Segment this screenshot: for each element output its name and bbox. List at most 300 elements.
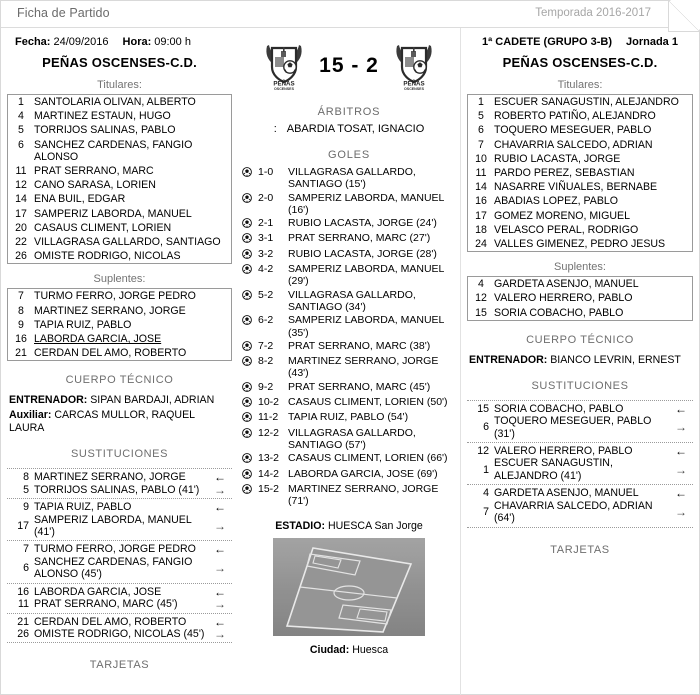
table-row[interactable] — [468, 223, 693, 237]
arrow-in-icon: ← — [675, 486, 687, 501]
soccer-ball-icon — [242, 428, 252, 438]
table-row[interactable] — [468, 109, 693, 123]
player-name: MARTINEZ SERRANO, JORGE — [34, 304, 186, 317]
soccer-ball-icon — [242, 382, 252, 392]
substitution-pair — [467, 485, 693, 527]
away-subs-label: Suplentes: — [554, 261, 606, 274]
player-number: 17 — [15, 207, 27, 220]
player-name: VALLES GIMENEZ, PEDRO JESUS — [494, 238, 666, 251]
goal-running-score: 1-0 — [258, 166, 274, 178]
score-display: 15 - 2 — [319, 54, 379, 77]
goal-scorer: TAPIA RUIZ, PABLO (54') — [288, 411, 409, 424]
home-staff-list — [7, 394, 232, 435]
player-name: TURMO FERRO, JORGE PEDRO — [34, 543, 196, 556]
page-title: Ficha de Partido — [17, 6, 110, 20]
table-row[interactable] — [8, 235, 232, 249]
player-name: ROBERTO PATIÑO, ALEJANDRO — [494, 110, 656, 123]
player-number: 1 — [18, 96, 24, 108]
goal-running-score: 12-2 — [258, 426, 280, 439]
staff-role: ENTRENADOR: — [469, 353, 548, 366]
staff-name: SIPAN BARDAJI, ADRIAN — [87, 394, 215, 407]
home-staff-heading: CUERPO TÉCNICO — [65, 374, 174, 387]
soccer-ball-icon — [242, 233, 252, 243]
goal-scorer: SAMPERIZ LABORDA, MANUEL (16') — [288, 191, 444, 216]
player-number: 22 — [15, 236, 27, 249]
goal-row[interactable] — [242, 468, 456, 482]
away-substitutions-heading: SUSTITUCIONES — [531, 379, 629, 392]
away-subs-body — [468, 277, 693, 321]
goal-running-score: 3-2 — [258, 247, 274, 260]
goal-row[interactable] — [242, 166, 456, 191]
fecha-label: Fecha: — [15, 36, 51, 48]
soccer-ball-icon — [242, 315, 252, 325]
sheet-body — [1, 28, 699, 695]
player-number: 12 — [15, 179, 27, 192]
staff-row — [9, 394, 230, 407]
soccer-ball-icon — [242, 396, 258, 410]
soccer-ball-icon — [242, 192, 258, 206]
player-number: 20 — [15, 221, 27, 234]
referee-separator: : — [273, 123, 277, 135]
goal-row[interactable] — [242, 396, 456, 410]
soccer-ball-icon — [242, 289, 258, 303]
goal-running-score: 7-2 — [258, 339, 274, 352]
goal-running-score: 10-2 — [258, 396, 280, 409]
arrow-in-icon: ← — [214, 500, 226, 515]
substitution-pair — [7, 468, 232, 499]
soccer-ball-icon — [242, 412, 252, 422]
player-name: TORRIJOS SALINAS, PABLO — [34, 124, 176, 137]
player-number: 11 — [15, 165, 27, 178]
goal-scorer: SAMPERIZ LABORDA, MANUEL (35') — [288, 314, 444, 339]
player-number: 7 — [483, 505, 489, 518]
goal-row[interactable] — [242, 192, 456, 217]
away-starters-label: Titulares: — [557, 79, 603, 91]
player-number: 11 — [475, 167, 487, 180]
table-row[interactable] — [468, 138, 693, 152]
player-name: MARTINEZ SERRANO, JORGE — [34, 471, 186, 484]
arrow-out-icon: → — [214, 482, 226, 497]
player-name: VELASCO PERAL, RODRIGO — [494, 223, 639, 236]
player-name: SANTOLARIA OLIVAN, ALBERTO — [34, 96, 196, 108]
goal-scorer: LABORDA GARCIA, JOSE (69') — [288, 467, 438, 480]
table-row[interactable] — [8, 289, 232, 304]
player-number: 4 — [478, 278, 484, 291]
substitution-pair — [467, 400, 693, 443]
player-name: SAMPERIZ LABORDA, MANUEL — [34, 207, 192, 220]
table-row[interactable] — [8, 332, 232, 346]
soccer-ball-icon — [242, 397, 252, 407]
player-name: PRAT SERRANO, MARC — [34, 165, 154, 178]
player-number: 17 — [475, 209, 487, 222]
player-name: PARDO PEREZ, SEBASTIAN — [494, 167, 635, 180]
soccer-ball-icon — [242, 314, 258, 328]
svg-text:OSCENSES: OSCENSES — [404, 87, 424, 91]
player-name: TOQUERO MESEGUER, PABLO (31') — [494, 415, 652, 440]
away-starters-body — [468, 95, 693, 252]
player-number: 14 — [475, 181, 487, 194]
soccer-ball-icon — [242, 411, 258, 425]
player-number: 10 — [475, 152, 487, 165]
substitution-pair — [7, 499, 232, 541]
player-number: 1 — [478, 96, 484, 108]
table-row[interactable] — [468, 95, 693, 110]
player-name: ESCUER SANAGUSTIN, ALEJANDRO — [494, 96, 679, 108]
table-row[interactable] — [8, 207, 232, 221]
substitution-pair — [467, 443, 693, 485]
player-name: SAMPERIZ LABORDA, MANUEL (41') — [34, 513, 192, 539]
player-name: CERDAN DEL AMO, ROBERTO — [34, 615, 187, 628]
player-number: 15 — [475, 306, 487, 319]
table-row[interactable] — [8, 164, 232, 178]
player-number: 14 — [15, 193, 27, 206]
arrow-out-icon: → — [214, 597, 226, 612]
substitution-out-row[interactable] — [7, 556, 232, 581]
table-row[interactable] — [8, 192, 232, 206]
home-team-name: PEÑAS OSCENSES-C.D. — [42, 55, 197, 70]
goal-running-score: 5-2 — [258, 288, 274, 301]
goal-running-score: 14-2 — [258, 467, 280, 480]
player-name: TORRIJOS SALINAS, PABLO (41') — [34, 483, 200, 496]
goal-row[interactable] — [242, 232, 456, 246]
player-name: CANO SARASA, LORIEN — [34, 179, 156, 192]
substitution-pair — [7, 614, 232, 644]
player-name: SANCHEZ CARDENAS, FANGIO ALONSO — [34, 138, 193, 163]
table-row[interactable] — [8, 318, 232, 332]
football-pitch-photo — [273, 538, 425, 636]
soccer-ball-icon — [242, 218, 252, 228]
home-cards-heading: TARJETAS — [89, 659, 150, 672]
goal-row[interactable] — [242, 217, 456, 231]
substitution-in-row[interactable] — [7, 471, 232, 483]
soccer-ball-icon — [242, 381, 258, 395]
goal-row[interactable] — [242, 452, 456, 466]
arrow-in-icon: ← — [675, 444, 687, 459]
goals-heading: GOLES — [328, 149, 370, 161]
player-number: 5 — [18, 124, 24, 137]
player-name: NASARRE VIÑUALES, BERNABE — [494, 181, 658, 194]
goal-running-score: 2-1 — [258, 217, 274, 230]
scoreboard — [242, 40, 456, 92]
player-name: LABORDA GARCIA, JOSE — [34, 585, 162, 598]
goal-row[interactable] — [242, 263, 456, 288]
soccer-ball-icon — [242, 355, 258, 369]
staff-name: BIANCO LEVRIN, ERNEST — [547, 353, 681, 366]
player-name: GOMEZ MORENO, MIGUEL — [494, 209, 630, 222]
goal-row[interactable] — [242, 314, 456, 339]
table-row[interactable] — [468, 152, 693, 166]
stadium-row — [242, 520, 456, 532]
arrow-out-icon: → — [214, 518, 226, 533]
arrow-in-icon: ← — [214, 614, 226, 629]
goal-scorer: VILLAGRASA GALLARDO, SANTIAGO (15') — [288, 166, 416, 191]
player-name: GARDETA ASENJO, MANUEL — [494, 487, 639, 500]
player-number: 8 — [23, 471, 29, 484]
arrow-out-icon: → — [675, 462, 687, 477]
soccer-ball-icon — [242, 232, 258, 246]
arrow-out-icon: → — [675, 420, 687, 435]
referees-heading: ÁRBITROS — [317, 106, 381, 118]
player-number: 9 — [23, 501, 29, 514]
substitution-in-row[interactable] — [467, 487, 693, 499]
home-starters-body — [8, 95, 232, 264]
table-row[interactable] — [468, 209, 693, 223]
season-label: Temporada 2016-2017 — [535, 7, 651, 19]
goal-scorer: VILLAGRASA GALLARDO, SANTIAGO (34') — [288, 288, 416, 313]
player-name: ENA BUIL, EDGAR — [34, 193, 126, 206]
table-row[interactable] — [468, 291, 693, 305]
player-number: 16 — [475, 195, 487, 208]
table-row[interactable] — [8, 95, 232, 110]
staff-row — [9, 409, 230, 435]
player-name: TAPIA RUIZ, PABLO — [34, 501, 132, 514]
player-number: 7 — [23, 543, 29, 556]
pitch-photo-wrap — [242, 538, 456, 636]
player-number: 7 — [18, 290, 24, 303]
player-number: 6 — [18, 138, 24, 151]
player-name: SORIA COBACHO, PABLO — [494, 306, 624, 319]
player-number: 18 — [475, 223, 487, 236]
player-number: 26 — [17, 627, 29, 640]
goal-row[interactable] — [242, 483, 456, 508]
player-name: CERDAN DEL AMO, ROBERTO — [34, 347, 187, 360]
substitution-out-row[interactable] — [7, 484, 232, 496]
goal-row[interactable] — [242, 340, 456, 354]
goal-scorer: CASAUS CLIMENT, LORIEN (66') — [288, 452, 448, 465]
svg-text:PEÑAS: PEÑAS — [403, 80, 425, 88]
goal-scorer: RUBIO LACASTA, JORGE (24') — [288, 217, 437, 230]
player-name: CASAUS CLIMENT, LORIEN — [34, 221, 172, 234]
match-datetime — [15, 36, 232, 48]
goal-scorer: VILLAGRASA GALLARDO, SANTIAGO (57') — [288, 426, 416, 451]
player-number: 24 — [475, 238, 487, 251]
hora-value: 09:00 h — [154, 36, 191, 48]
away-staff-heading: CUERPO TÉCNICO — [526, 333, 634, 346]
competition-group: 1ª CADETE (GRUPO 3-B) — [482, 36, 612, 48]
goal-scorer: RUBIO LACASTA, JORGE (28') — [288, 247, 437, 260]
player-name: ABADIAS LOPEZ, PABLO — [494, 195, 619, 208]
table-row[interactable] — [8, 304, 232, 318]
player-number: 21 — [17, 615, 29, 628]
player-name: PRAT SERRANO, MARC (45') — [34, 598, 178, 611]
player-number: 6 — [478, 124, 484, 137]
soccer-ball-icon — [242, 264, 252, 274]
substitution-out-row[interactable] — [467, 415, 693, 440]
soccer-ball-icon — [242, 166, 258, 180]
player-number: 8 — [18, 304, 24, 317]
goal-running-score: 15-2 — [258, 482, 280, 495]
svg-text:OSCENSES: OSCENSES — [274, 87, 294, 91]
player-name: OMISTE RODRIGO, NICOLAS — [34, 250, 181, 263]
hora-label: Hora: — [122, 36, 152, 48]
table-row[interactable] — [8, 178, 232, 192]
goal-row[interactable] — [242, 381, 456, 395]
player-number: 17 — [17, 519, 29, 532]
player-name: RUBIO LACASTA, JORGE — [494, 152, 621, 165]
soccer-ball-icon — [242, 341, 252, 351]
city-name: Huesca — [352, 644, 389, 657]
goal-running-score: 3-1 — [258, 232, 274, 245]
goal-running-score: 9-2 — [258, 380, 274, 393]
player-number: 7 — [478, 138, 484, 151]
home-starters-table — [7, 94, 232, 264]
substitution-out-row[interactable] — [7, 598, 232, 610]
home-starters-label: Titulares: — [97, 79, 142, 91]
svg-text:PEÑAS: PEÑAS — [273, 80, 295, 88]
soccer-ball-icon — [242, 468, 258, 482]
player-name: CHAVARRIA SALCEDO, ADRIAN — [494, 138, 653, 151]
referee-row — [242, 123, 456, 135]
table-row[interactable] — [468, 237, 693, 252]
soccer-ball-icon — [242, 469, 252, 479]
table-row[interactable] — [468, 166, 693, 180]
goal-running-score: 2-0 — [258, 191, 274, 204]
staff-role: ENTRENADOR: — [9, 394, 88, 407]
table-row[interactable] — [468, 123, 693, 137]
player-number: 4 — [483, 487, 489, 500]
stadium-label: ESTADIO: — [275, 520, 326, 533]
home-crest-icon — [261, 40, 307, 92]
center-column — [238, 28, 460, 695]
goal-row[interactable] — [242, 411, 456, 425]
home-substitutions-list — [7, 468, 232, 643]
city-row — [242, 644, 456, 656]
table-row[interactable] — [8, 249, 232, 264]
goal-row[interactable] — [242, 289, 456, 314]
table-row[interactable] — [468, 180, 693, 194]
goal-scorer: CASAUS CLIMENT, LORIEN (50') — [288, 396, 448, 409]
player-number: 16 — [15, 333, 27, 346]
player-name: TURMO FERRO, JORGE PEDRO — [34, 290, 196, 303]
home-subs-label: Suplentes: — [93, 273, 146, 286]
player-number: 5 — [23, 483, 29, 496]
arrow-out-icon: → — [675, 504, 687, 519]
staff-role: Auxiliar: — [9, 409, 52, 422]
competition-info — [467, 36, 693, 48]
goal-scorer: PRAT SERRANO, MARC (27') — [288, 232, 431, 245]
table-row[interactable] — [468, 194, 693, 208]
soccer-ball-icon — [242, 248, 258, 262]
player-number: 15 — [477, 402, 489, 415]
arrow-out-icon: → — [214, 626, 226, 641]
arrow-in-icon: ← — [214, 584, 226, 599]
city-label: Ciudad: — [309, 644, 350, 657]
goal-running-score: 4-2 — [258, 263, 274, 276]
goal-row[interactable] — [242, 248, 456, 262]
soccer-ball-icon — [242, 453, 252, 463]
goals-list — [242, 166, 456, 507]
goal-running-score: 11-2 — [258, 411, 279, 424]
player-number: 6 — [483, 421, 489, 434]
substitution-in-row[interactable] — [467, 403, 693, 415]
goal-row[interactable] — [242, 427, 456, 452]
player-number: 26 — [15, 250, 27, 263]
substitution-in-row[interactable] — [7, 543, 232, 555]
player-number: 12 — [477, 445, 489, 458]
soccer-ball-icon — [242, 217, 258, 231]
substitution-out-row[interactable] — [7, 628, 232, 640]
arrow-in-icon: ← — [675, 401, 687, 416]
away-team-name: PEÑAS OSCENSES-C.D. — [502, 55, 658, 70]
player-name: TOQUERO MESEGUER, PABLO — [494, 124, 652, 137]
soccer-ball-icon — [242, 290, 252, 300]
staff-row — [469, 354, 691, 367]
soccer-ball-icon — [242, 249, 252, 259]
player-number: 6 — [23, 562, 29, 575]
soccer-ball-icon — [242, 263, 258, 277]
player-name: OMISTE RODRIGO, NICOLAS (45') — [34, 627, 205, 640]
goal-scorer: SAMPERIZ LABORDA, MANUEL (29') — [288, 263, 444, 288]
soccer-ball-icon — [242, 484, 252, 494]
goal-running-score: 13-2 — [258, 452, 280, 465]
player-number: 9 — [18, 318, 24, 331]
player-name: SORIA COBACHO, PABLO — [494, 402, 624, 415]
arrow-in-icon: ← — [214, 470, 226, 485]
table-row[interactable] — [8, 346, 232, 361]
goal-row[interactable] — [242, 355, 456, 380]
table-row[interactable] — [8, 221, 232, 235]
soccer-ball-icon — [242, 340, 258, 354]
player-number: 4 — [18, 110, 24, 123]
home-substitutions-heading: SUSTITUCIONES — [70, 448, 169, 461]
away-substitutions-list — [467, 400, 693, 528]
away-starters-table — [467, 94, 693, 252]
substitution-in-row[interactable] — [7, 501, 232, 513]
player-number: 16 — [17, 585, 29, 598]
table-row[interactable] — [468, 306, 693, 321]
substitution-in-row[interactable] — [7, 616, 232, 628]
substitution-in-row[interactable] — [7, 586, 232, 598]
player-name: MARTINEZ ESTAUN, HUGO — [34, 110, 171, 123]
soccer-ball-icon — [242, 427, 258, 441]
table-row[interactable] — [468, 277, 693, 292]
player-name: VALERO HERRERO, PABLO — [494, 445, 633, 458]
away-subs-table — [467, 276, 693, 321]
player-name: GARDETA ASENJO, MANUEL — [494, 278, 639, 291]
soccer-ball-icon — [242, 356, 252, 366]
goal-running-score: 8-2 — [258, 355, 274, 368]
substitution-out-row[interactable] — [7, 514, 232, 539]
player-number: 11 — [18, 598, 29, 611]
soccer-ball-icon — [242, 167, 252, 177]
substitution-in-row[interactable] — [467, 445, 693, 457]
fecha-value: 24/09/2016 — [53, 36, 109, 48]
table-row[interactable] — [8, 109, 232, 123]
substitution-out-row[interactable] — [467, 457, 693, 482]
page-corner-fold — [668, 1, 699, 32]
goal-scorer: MARTINEZ SERRANO, JORGE (43') — [288, 355, 439, 380]
player-name: TAPIA RUIZ, PABLO — [34, 318, 132, 331]
table-row[interactable] — [8, 138, 232, 164]
referee-name: ABARDIA TOSAT, IGNACIO — [286, 123, 425, 135]
goal-running-score: 6-2 — [258, 314, 274, 327]
substitution-out-row[interactable] — [467, 500, 693, 525]
away-team-column — [460, 28, 699, 695]
substitution-pair — [7, 584, 232, 614]
player-number: 21 — [15, 347, 27, 360]
player-name: SANCHEZ CARDENAS, FANGIO ALONSO (45') — [34, 555, 193, 581]
table-row[interactable] — [8, 123, 232, 137]
home-subs-body — [8, 289, 232, 361]
away-staff-list — [467, 354, 693, 367]
goal-scorer: PRAT SERRANO, MARC (45') — [288, 380, 431, 393]
goal-scorer: MARTINEZ SERRANO, JORGE (71') — [288, 482, 439, 508]
player-name: VALERO HERRERO, PABLO — [494, 292, 633, 305]
player-number: 1 — [483, 463, 489, 476]
stadium-name: HUESCA San Jorge — [327, 520, 423, 533]
arrow-out-icon: → — [214, 561, 226, 576]
arrow-in-icon: ← — [214, 542, 226, 557]
